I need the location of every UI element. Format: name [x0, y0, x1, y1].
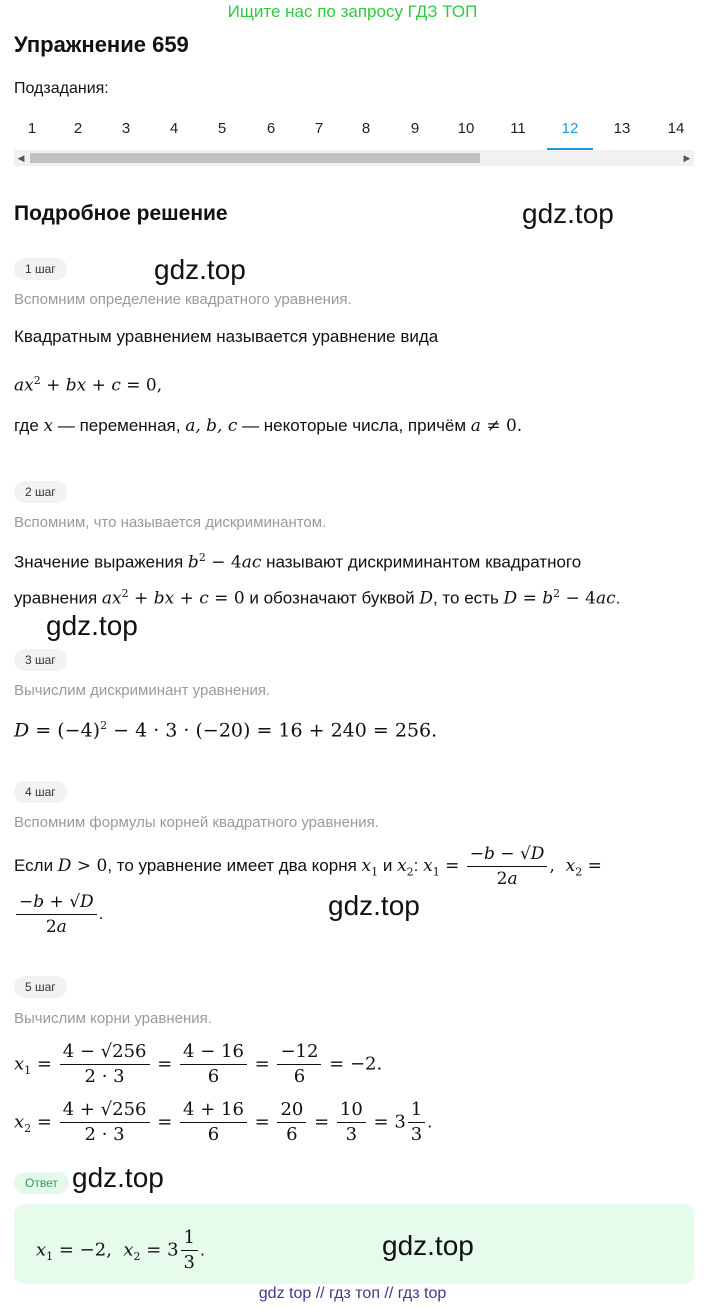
- step-text-where: где x — переменная, a, b, c — некоторые числа, причём a ≠ 0.: [14, 416, 523, 436]
- step-hint: Вспомним, что называется дискриминантом.: [14, 514, 327, 531]
- watermark: gdz.top: [522, 198, 614, 229]
- watermark: gdz.top: [328, 890, 420, 921]
- step-hint: Вычислим корни уравнения.: [14, 1010, 212, 1027]
- tab-6[interactable]: 6: [266, 120, 276, 137]
- footer-links[interactable]: gdz top // гдз топ // гдз top: [258, 1285, 447, 1302]
- tab-10[interactable]: 10: [457, 120, 475, 137]
- step-badge: 2 шаг: [14, 481, 67, 503]
- promo-banner[interactable]: Ищите нас по запросу ГДЗ ТОП: [227, 2, 478, 21]
- formula-roots-2: $\frac{-b + √D}{2a}$ .: [14, 890, 103, 939]
- page-title: Упражнение 659: [14, 32, 189, 57]
- step-text: Квадратным уравнением называется уравнение вида: [14, 327, 439, 346]
- formula-x2: $x_2$ = $\frac{4 + √256}{2 \cdot 3}$ = $\frac{4 + 16}{6}$ = $\frac{20}{6}$ = $\frac{10}{3}$ = 3 $\frac{1}{3}$ .: [14, 1099, 433, 1145]
- tab-4[interactable]: 4: [169, 120, 179, 137]
- step-badge: 1 шаг: [14, 258, 67, 280]
- step-hint: Вспомним определение квадратного уравнения.: [14, 291, 352, 308]
- tab-5[interactable]: 5: [217, 120, 227, 137]
- tabs-scrollbar[interactable]: [14, 150, 694, 166]
- subtasks-label: Подзадания:: [14, 80, 109, 97]
- tab-2[interactable]: 2: [73, 120, 83, 137]
- formula-discriminant: $D = (-4)^2 - 4 \cdot 3 \cdot (-20) = 16 + 240 = 256$.: [14, 719, 438, 742]
- watermark: gdz.top: [46, 610, 138, 641]
- step-text-discriminant-2: уравнения $ax^2$ + bx + c = 0 и обозначают буквой D, то есть $D = b^2 - 4ac$.: [14, 587, 621, 609]
- step-badge: 3 шаг: [14, 649, 67, 671]
- tab-1[interactable]: 1: [27, 120, 37, 137]
- tab-14[interactable]: 14: [667, 120, 685, 137]
- formula-quadratic: $ax^2$ + bx + c = 0,: [14, 374, 163, 396]
- answer-badge: Ответ: [14, 1172, 69, 1194]
- scroll-left-icon[interactable]: ◀: [17, 153, 25, 163]
- scroll-right-icon[interactable]: ▶: [683, 153, 691, 163]
- solution-heading: Подробное решение: [14, 202, 228, 225]
- step-badge: 4 шаг: [14, 781, 67, 803]
- step-hint: Вычислим дискриминант уравнения.: [14, 682, 271, 699]
- formula-roots: Если D > 0, то уравнение имеет два корня $x_1$ и $x_2$: $x_1$ = $\frac{-b - √D}{2a}$ , $x_2$ =: [14, 844, 602, 889]
- step-text-discriminant: Значение выражения $b^2 - 4ac$ называют дискриминантом квадратного: [14, 551, 582, 573]
- answer-formula: $x_1 = -2$, $x_2 = 3$ $\frac{1}{3}$ .: [36, 1227, 205, 1273]
- watermark: gdz.top: [154, 254, 246, 285]
- tab-8[interactable]: 8: [361, 120, 371, 137]
- tab-13[interactable]: 13: [613, 120, 631, 137]
- step-hint: Вспомним формулы корней квадратного уравнения.: [14, 814, 379, 831]
- scrollbar-thumb[interactable]: [30, 153, 480, 163]
- watermark: gdz.top: [72, 1162, 164, 1193]
- watermark: gdz.top: [382, 1230, 474, 1261]
- tab-9[interactable]: 9: [410, 120, 420, 137]
- tab-12[interactable]: 12: [547, 112, 593, 150]
- tab-11[interactable]: 11: [510, 120, 526, 137]
- tab-3[interactable]: 3: [121, 120, 131, 137]
- step-badge: 5 шаг: [14, 976, 67, 998]
- subtask-tabs: [14, 112, 694, 148]
- tab-7[interactable]: 7: [314, 120, 324, 137]
- formula-x1: $x_1$ = $\frac{4 - √256}{2 \cdot 3}$ = $\frac{4 - 16}{6}$ = $\frac{-12}{6}$ = −2.: [14, 1041, 383, 1087]
